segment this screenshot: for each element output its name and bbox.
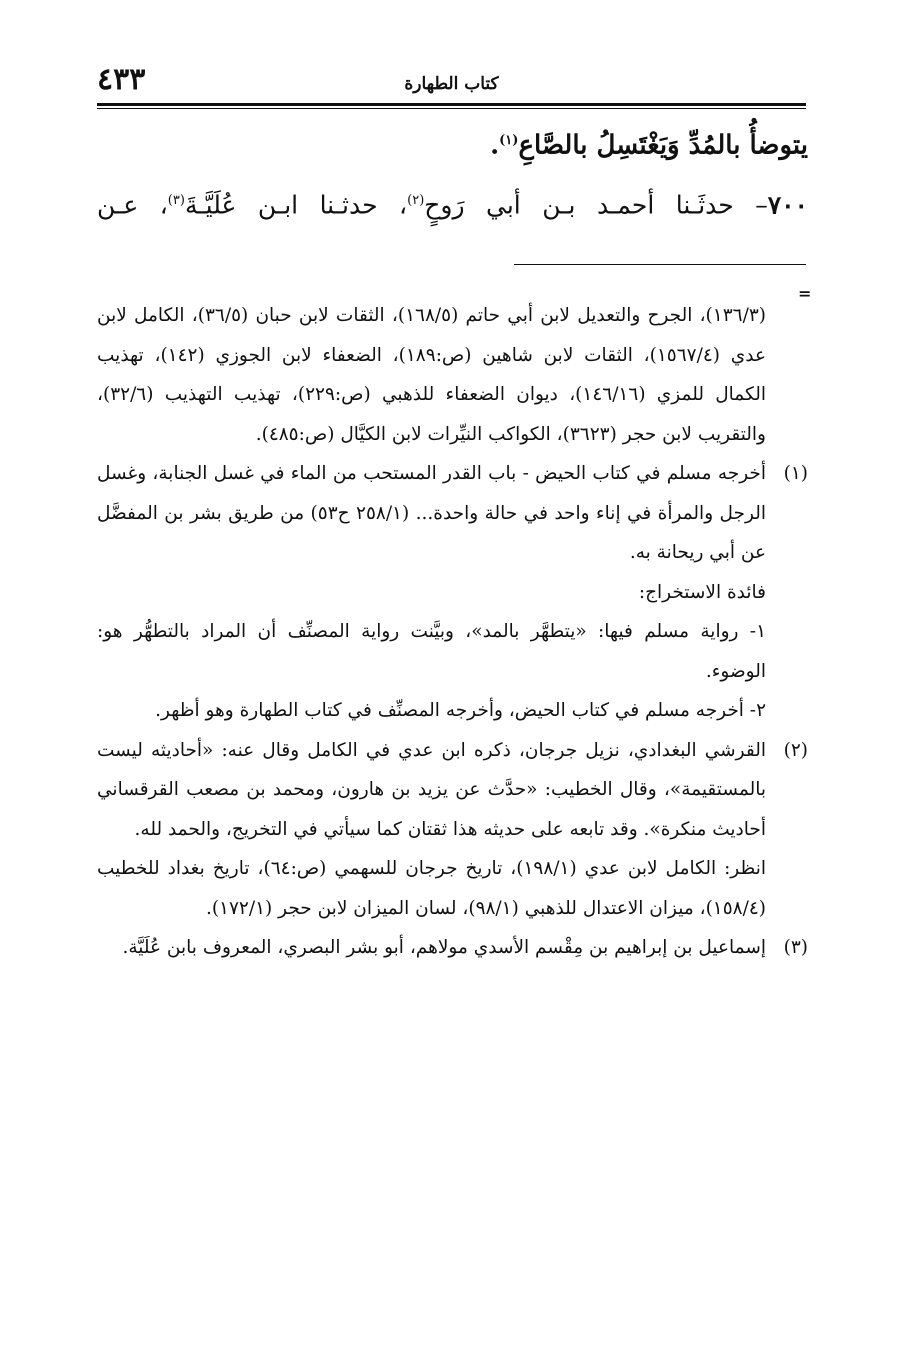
footnotes [97, 296, 808, 968]
running-title: كتاب الطهارة [404, 74, 499, 94]
isnad-part-b: ، حدثـنا ابـن عُلَيَّـةَ [184, 190, 408, 220]
hadith-isnad [97, 184, 808, 222]
footnote-continuation: (١٣٦/٣)، الجرح والتعديل لابن أبي حاتم (١٦٨/٥)، الثقات لابن حبان (٣٦/٥)، الكامل لابن عدي (١٥٦٧/٤)، الثقات لابن شاهين (ص:١٨٩)، الضعفاء لابن الجوزي (١٤٢)، تهذيب الكمال للمزي (١٤٦/١٦)، ديوان الضعفاء للذهبي (ص:٢٢٩)، تهذيب التهذيب (٣٢/٦)، والتقريب لابن حجر (٣٦٢٣)، الكواكب النيِّرات لابن الكيَّال (ص:٤٨٥). [97, 305, 767, 445]
header-rule [97, 103, 806, 106]
footnote-ref-3[interactable]: (٣) [167, 193, 185, 208]
main-text-line-1 [97, 124, 808, 163]
hadith-text: يتوضأُ بالمُدِّ وَيَغْتَسِلُ بالصَّاعِ [518, 130, 808, 161]
footnote-1 [97, 454, 808, 573]
header-rule-thin [97, 108, 806, 109]
footnote-3 [97, 928, 808, 968]
hadith-text-continuation [97, 124, 808, 163]
footnote-2-text: القرشي البغدادي، نزيل جرجان، ذكره ابن عدي في الكامل وقال عنه: «أحاديثه ليست بالمستقيمة»، وقال الخطيب: «حدَّث عن يزيد بن هارون، ومحمد بن مصعب القرقساني أحاديث منكرة». وقد تابعه على حديثه هذا ثقتان كما سيأتي في التخريج، والحمد لله. [97, 739, 766, 840]
footnote-1-text: أخرجه مسلم في كتاب الحيض - باب القدر المستحب من الماء في غسل الجنابة، وغسل الرجل والمرأة في إناء واحد في حالة واحدة... (٢٥٨/١ ح٥٣) من طريق بشر بن المفضَّل عن أبي ريحانة به. [97, 463, 766, 563]
line-end-punct: . [490, 130, 500, 161]
page-number: ٤٣٣ [97, 62, 146, 97]
footnote-3-text: إسماعيل بن إبراهيم بن مِقْسم الأسدي مولاهم، أبو بشر البصري، المعروف بابن عُلَيَّة. [122, 937, 766, 958]
footnote-1-number: (١) [783, 463, 808, 484]
benefit-2: ٢- أخرجه مسلم في كتاب الحيض، وأخرجه المصنِّف في كتاب الطهارة وهو أظهر. [155, 700, 766, 721]
continuation-mark: = [798, 284, 812, 303]
footnote-2 [97, 731, 808, 850]
footnote-2-references: انظر: الكامل لابن عدي (١٩٨/١)، تاريخ جرجان للسهمي (ص:٦٤)، تاريخ بغداد للخطيب (١٥٨/٤)، ميزان الاعتدال للذهبي (٩٨/١)، لسان الميزان لابن حجر (١٧٢/١). [97, 858, 766, 919]
benefit-title: فائدة الاستخراج: [638, 581, 766, 603]
hadith-number: ٧٠٠ [767, 190, 808, 220]
page-header [97, 62, 806, 97]
isnad-part-a: – حدثَـنا أحمـد بـن أبي رَوحٍ [424, 190, 768, 220]
footnote-3-number: (٣) [783, 937, 808, 958]
isnad-part-c: ، عـن [97, 190, 168, 220]
main-text-line-2 [97, 184, 808, 222]
footnote-ref-2[interactable]: (٢) [407, 193, 425, 208]
footnote-separator [514, 264, 806, 265]
footnote-ref-1[interactable]: (١) [499, 133, 519, 148]
benefit-1: ١- رواية مسلم فيها: «يتطهَّر بالمد»، وبيَّنت رواية المصنِّف أن المراد بالتطهُّر هو: الوضوء. [97, 621, 766, 682]
footnote-2-number: (٢) [783, 739, 808, 761]
